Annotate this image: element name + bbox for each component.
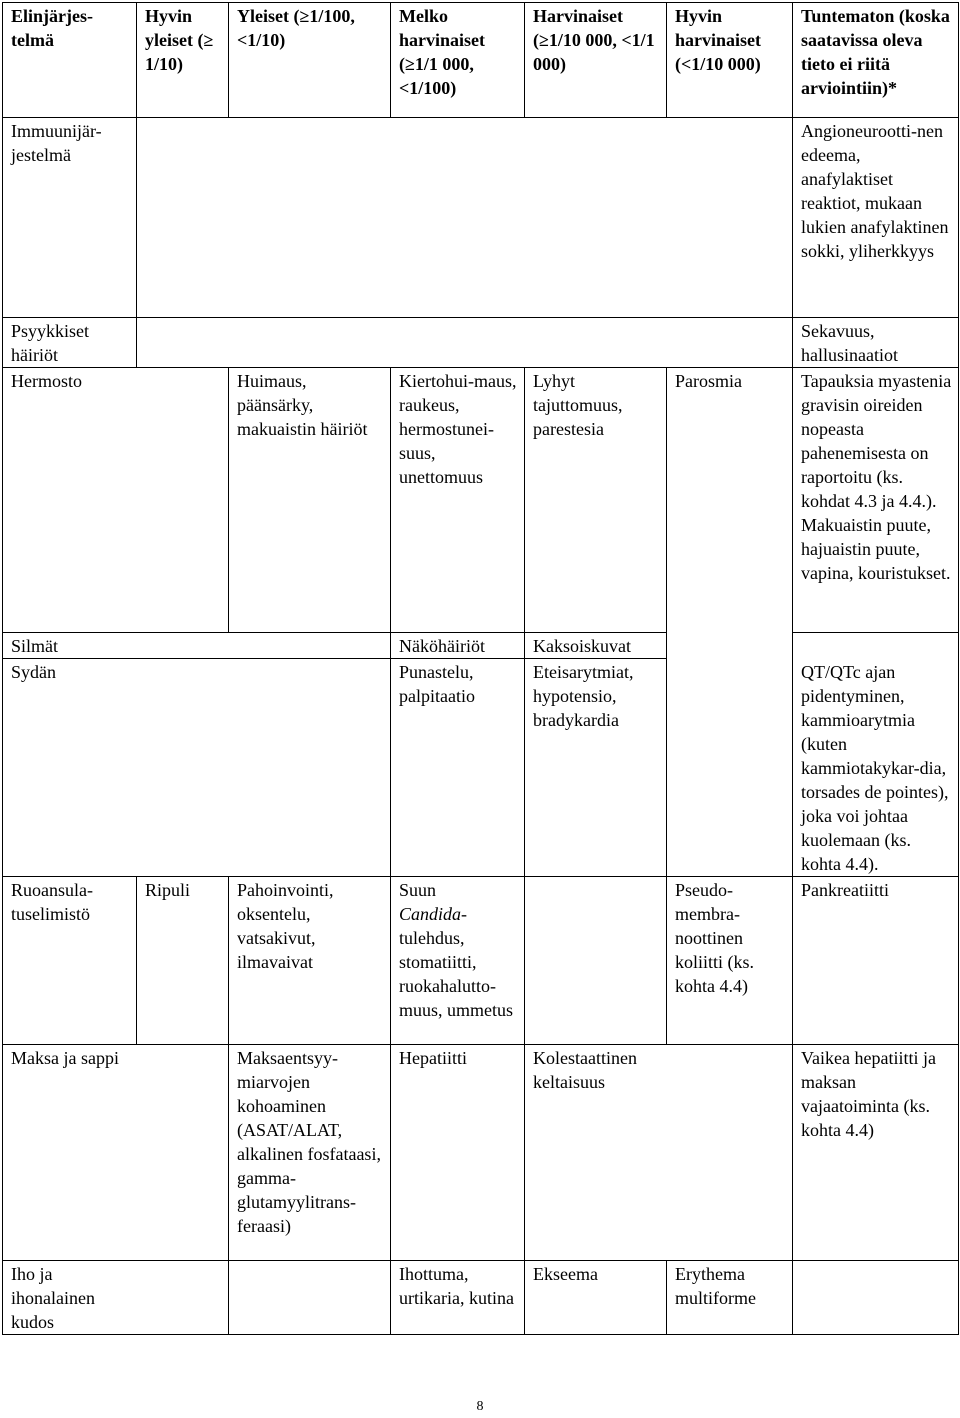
empty-cell	[229, 1260, 391, 1334]
header-soc: Elinjärjes-telmä	[3, 3, 137, 118]
row-nervous	[3, 368, 959, 633]
hepato-common: Maksaentsyy-miarvojen kohoaminen (ASAT/ALAT, alkalinen fosfataasi, gamma-glutamyylitrans-feraasi)	[229, 1044, 391, 1260]
empty-cell	[137, 318, 793, 368]
row-cardiac	[3, 659, 959, 877]
empty-cell	[137, 118, 793, 318]
nervous-common: Huimaus, päänsärky, makuaistin häiriöt	[229, 368, 391, 633]
gi-very-rare: Pseudo-membra-noottinen koliitti (ks. kohta 4.4)	[667, 876, 793, 1044]
skin-very-rare: Erythema multiforme	[667, 1260, 793, 1334]
cardiac-uncommon: Punastelu, palpitaatio	[391, 659, 525, 877]
soc-hepato: Maksa ja sappi	[3, 1044, 137, 1260]
header-row	[3, 3, 959, 118]
empty-cell	[667, 659, 793, 877]
header-very-common: Hyvin yleiset (≥ 1/10)	[137, 3, 229, 118]
soc-psych: Psyykkiset häiriöt	[3, 318, 137, 368]
header-very-rare: Hyvin harvinaiset (<1/10 000)	[667, 3, 793, 118]
header-uncommon: Melko harvinaiset (≥1/1 000, <1/100)	[391, 3, 525, 118]
empty-cell	[793, 633, 959, 659]
row-gi	[3, 876, 959, 1044]
cardiac-unknown: QT/QTc ajan pidentyminen, kammioarytmia (kuten kammiotakykar-dia, torsades de pointes), joka voi johtaa kuolemaan (ks. kohta 4.4).	[793, 659, 959, 877]
nervous-uncommon: Kiertohui-maus, raukeus, hermostunei-suus, unettomuus	[391, 368, 525, 633]
soc-immune: Immuunijär-jestelmä	[3, 118, 137, 318]
cardiac-rare: Eteisarytmiat, hypotensio, bradykardia	[525, 659, 667, 877]
header-unknown: Tuntematon (koska saatavissa oleva tieto ei riitä arviointiin)*	[793, 3, 959, 118]
gi-uncommon-c: tulehdus, stomatiitti, ruokahalutto-muus, ummetus	[399, 927, 514, 1020]
header-common: Yleiset (≥1/100, <1/10)	[229, 3, 391, 118]
gi-very-common: Ripuli	[137, 876, 229, 1044]
empty-cell	[137, 368, 229, 633]
row-skin	[3, 1260, 959, 1334]
empty-cell	[137, 659, 391, 877]
hepato-rare: Kolestaattinen keltaisuus	[525, 1044, 667, 1260]
soc-eye: Silmät	[3, 633, 137, 659]
psych-unknown: Sekavuus, hallusinaatiot	[793, 318, 959, 368]
soc-gi: Ruoansula-tuselimistö	[3, 876, 137, 1044]
hepato-unknown: Vaikea hepatiitti ja maksan vajaatoiminta (ks. kohta 4.4)	[793, 1044, 959, 1260]
eye-uncommon: Näköhäiriöt	[391, 633, 525, 659]
gi-uncommon	[391, 876, 525, 1044]
nervous-unknown: Tapauksia myastenia gravisin oireiden nopeasta pahenemisesta on raportoitu (ks. kohdat 4.3 ja 4.4.). Makuaistin puute, hajuaistin puute, vapina, kouristukset.	[793, 368, 959, 633]
empty-cell	[525, 876, 667, 1044]
empty-cell	[137, 1044, 229, 1260]
adverse-effects-table	[2, 2, 959, 1335]
row-eye	[3, 633, 959, 659]
skin-rare: Ekseema	[525, 1260, 667, 1334]
gi-common: Pahoinvointi, oksentelu, vatsakivut, ilmavaivat	[229, 876, 391, 1044]
skin-uncommon: Ihottuma, urtikaria, kutina	[391, 1260, 525, 1334]
row-immune	[3, 118, 959, 318]
eye-rare: Kaksoiskuvat	[525, 633, 667, 659]
empty-cell	[137, 1260, 229, 1334]
soc-cardiac: Sydän	[3, 659, 137, 877]
empty-cell	[793, 1260, 959, 1334]
gi-unknown: Pankreatiitti	[793, 876, 959, 1044]
gi-uncommon-b: Candida-	[399, 903, 468, 924]
gi-uncommon-a: Suun	[399, 879, 437, 900]
immune-unknown: Angioneurootti-nen edeema, anafylaktiset reaktiot, mukaan lukien anafylaktinen sokki, yliherkkyys	[793, 118, 959, 318]
soc-skin: Iho ja ihonalainen kudos	[3, 1260, 137, 1334]
nervous-rare: Lyhyt tajuttomuus, parestesia	[525, 368, 667, 633]
soc-nervous: Hermosto	[3, 368, 137, 633]
header-rare: Harvinaiset (≥1/10 000, <1/1 000)	[525, 3, 667, 118]
empty-cell	[137, 633, 391, 659]
hepato-uncommon: Hepatiitti	[391, 1044, 525, 1260]
empty-cell	[667, 1044, 793, 1260]
nervous-very-rare: Parosmia	[667, 368, 793, 633]
empty-cell	[667, 633, 793, 659]
page-number: 8	[476, 1399, 484, 1414]
row-psych	[3, 318, 959, 368]
row-hepato	[3, 1044, 959, 1260]
